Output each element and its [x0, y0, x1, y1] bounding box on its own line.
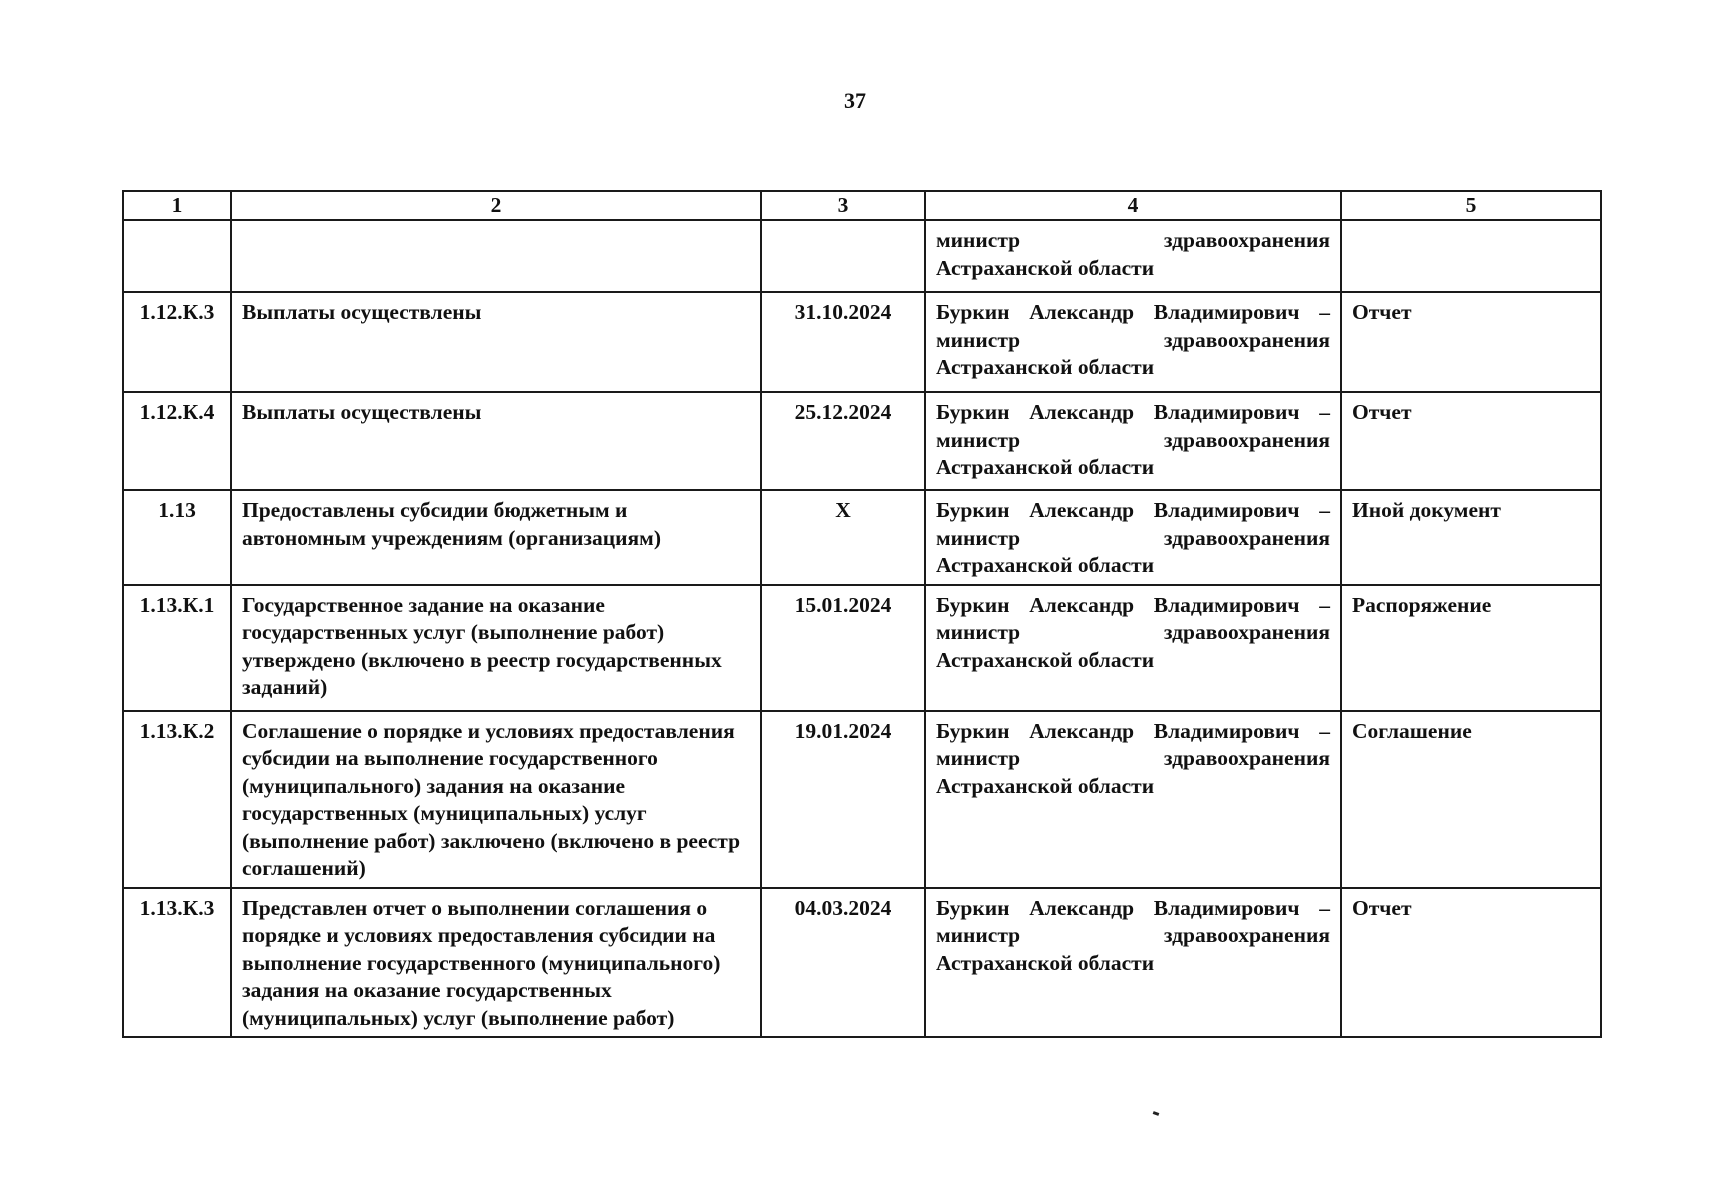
table-row	[123, 220, 1601, 292]
table-row	[123, 490, 1601, 585]
item-document: Распоряжение	[1341, 585, 1601, 711]
table-row	[123, 585, 1601, 711]
item-date: X	[761, 490, 925, 585]
item-number: 1.13.К.2	[123, 711, 231, 888]
item-date: 15.01.2024	[761, 585, 925, 711]
item-document: Иной документ	[1341, 490, 1601, 585]
item-responsible: Буркин Александр Владимирович – министр здравоохранения Астраханской области	[925, 490, 1341, 585]
column-header-3: 3	[761, 191, 925, 220]
item-document: Отчет	[1341, 888, 1601, 1038]
item-document	[1341, 220, 1601, 292]
page-number: 37	[844, 88, 866, 113]
item-responsible: Буркин Александр Владимирович – министр здравоохранения Астраханской области	[925, 888, 1341, 1038]
item-document: Соглашение	[1341, 711, 1601, 888]
header-row	[123, 191, 1601, 220]
item-description: Представлен отчет о выполнении соглашения о порядке и условиях предоставления субсидии на выполнение государственного (муниципального) задания на оказание государственных (муниципальных) услуг (выполнение работ)	[231, 888, 761, 1038]
table-header	[123, 191, 1601, 220]
item-description: Государственное задание на оказание государственных услуг (выполнение работ) утверждено (включено в реестр государственных заданий)	[231, 585, 761, 711]
column-header-4: 4	[925, 191, 1341, 220]
item-responsible: Буркин Александр Владимирович – министр здравоохранения Астраханской области	[925, 711, 1341, 888]
item-responsible: министр здравоохранения Астраханской области	[925, 220, 1341, 292]
item-date: 19.01.2024	[761, 711, 925, 888]
item-description: Соглашение о порядке и условиях предоставления субсидии на выполнение государственного (муниципального) задания на оказание государственных (муниципальных) услуг (выполнение работ) заключено (включено в реестр соглашений)	[231, 711, 761, 888]
item-document: Отчет	[1341, 392, 1601, 490]
item-responsible: Буркин Александр Владимирович – министр здравоохранения Астраханской области	[925, 585, 1341, 711]
table-row	[123, 711, 1601, 888]
item-date: 31.10.2024	[761, 292, 925, 392]
events-table	[122, 190, 1602, 1038]
item-description: Выплаты осуществлены	[231, 292, 761, 392]
scan-artifact	[1153, 1111, 1160, 1116]
item-date: 04.03.2024	[761, 888, 925, 1038]
column-header-2: 2	[231, 191, 761, 220]
item-number: 1.12.К.4	[123, 392, 231, 490]
item-responsible: Буркин Александр Владимирович – министр здравоохранения Астраханской области	[925, 292, 1341, 392]
item-description: Предоставлены субсидии бюджетным и автономным учреждениям (организациям)	[231, 490, 761, 585]
item-number: 1.13.К.1	[123, 585, 231, 711]
item-date: 25.12.2024	[761, 392, 925, 490]
column-header-5: 5	[1341, 191, 1601, 220]
item-document: Отчет	[1341, 292, 1601, 392]
item-description: Выплаты осуществлены	[231, 392, 761, 490]
item-responsible: Буркин Александр Владимирович – министр здравоохранения Астраханской области	[925, 392, 1341, 490]
table-row	[123, 392, 1601, 490]
table-row	[123, 292, 1601, 392]
table-row	[123, 888, 1601, 1038]
item-date	[761, 220, 925, 292]
column-header-1: 1	[123, 191, 231, 220]
item-description	[231, 220, 761, 292]
item-number: 1.12.К.3	[123, 292, 231, 392]
item-number	[123, 220, 231, 292]
item-number: 1.13.К.3	[123, 888, 231, 1038]
table-body	[123, 220, 1601, 1037]
item-number: 1.13	[123, 490, 231, 585]
